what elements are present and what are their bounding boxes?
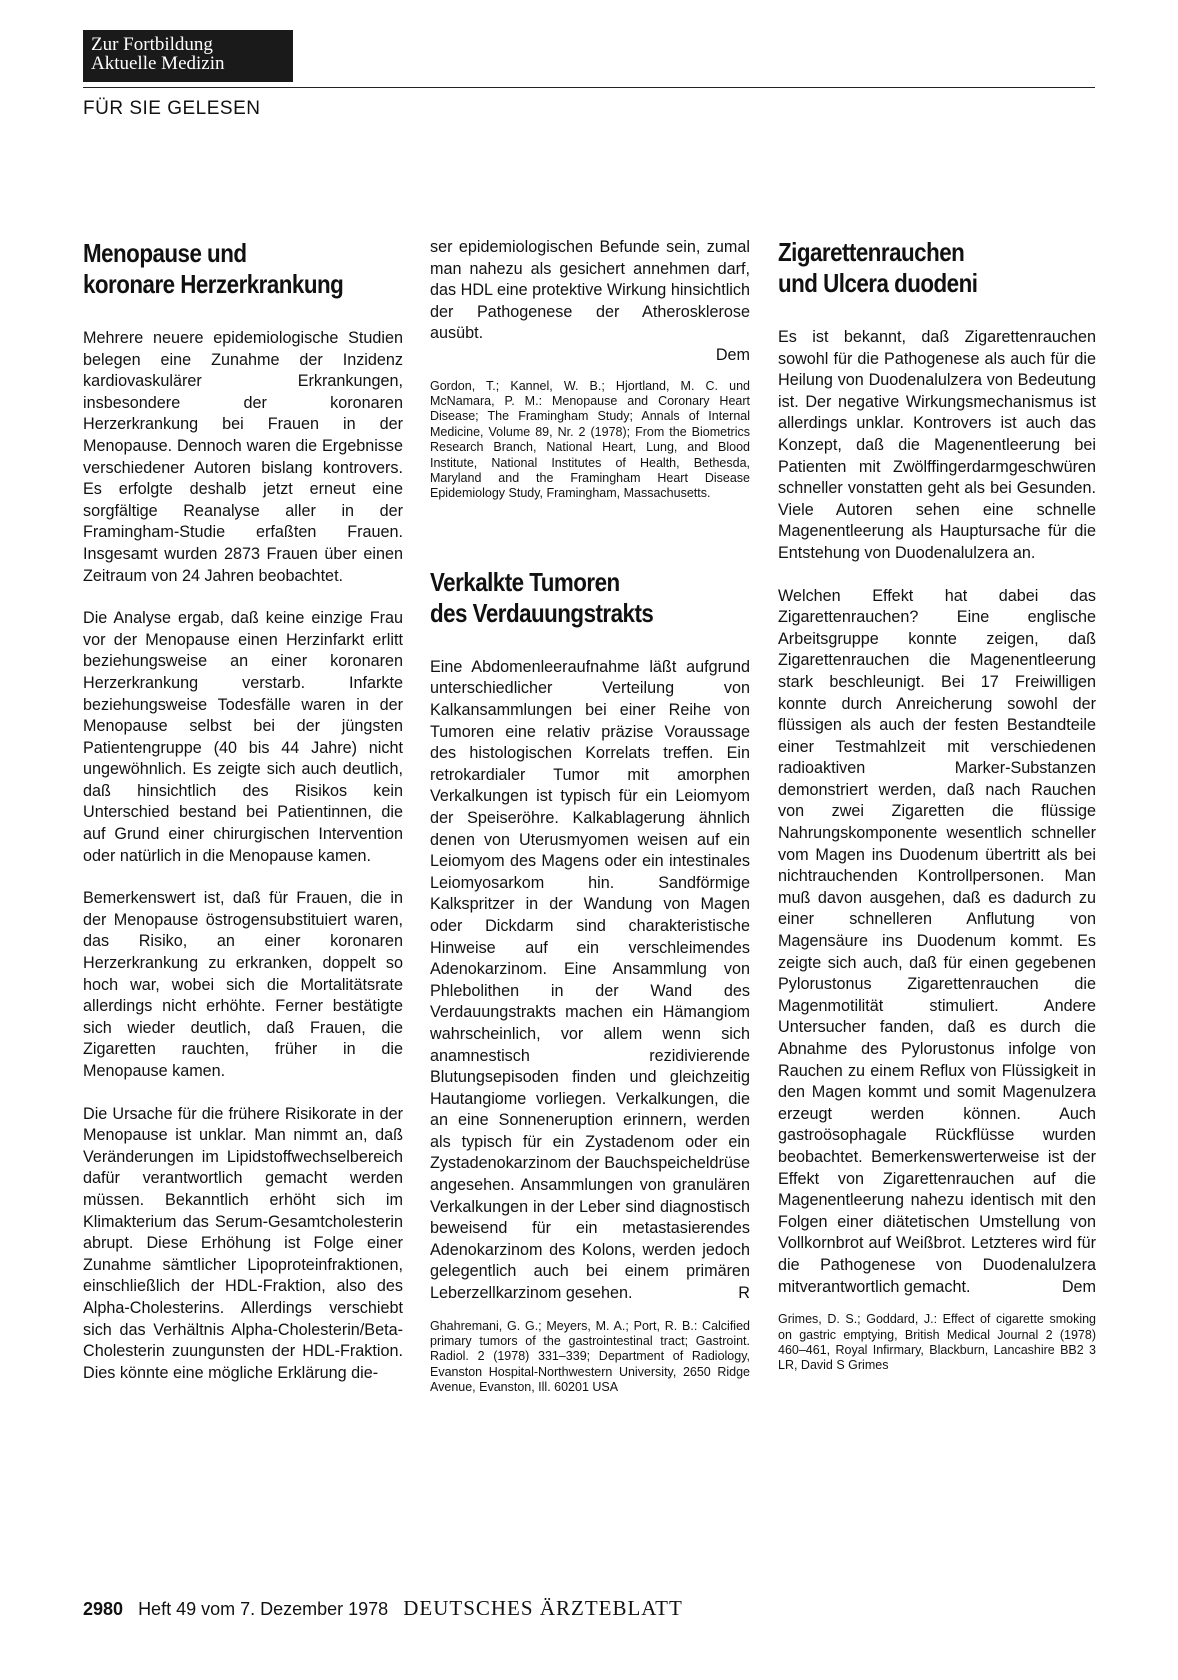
column-2 bbox=[430, 237, 750, 1417]
article-3-paragraph-2: Welchen Effekt hat dabei das Zigarettenrauchen? Eine englische Arbeitsgruppe konnte zeigen, daß Zigarettenrauchen die Magenentleerung stark beschleunigt. Bei 17 Freiwilligen konnte durch Anreicherung sowohl der flüssigen als auch der festen Bestandteile einer Testmahlzeit mit verschiedenen radioaktiven Marker-Substanzen demonstriert werden, daß nach Rauchen von zwei Zigaretten die flüssige Nahrungskomponente wesentlich schneller vom Magen ins Duodenum übertritt als bei nichtrauchenden Kontrollpersonen. Man muß davon ausgehen, daß es dadurch zu einer schnelleren Anflutung von Magensäure ins Duodenum kommt. Es zeigte sich auch, daß für einen gegebenen Pylorustonus Zigarettenrauchen die Magenmotilität stimuliert. Andere Untersucher fanden, daß es durch die Abnahme des Pylorustonus infolge von Rauchen zu einem Reflux von Flüssigkeit in den Magen kommt und somit Magenulzera erzeugt werden können. Auch gastroösophagale Rückflüsse wurden beobachtet. Bemerkenswerterweise ist der Effekt von Zigarettenrauchen auf die Magenentleerung nahezu identisch mit den Folgen einer diätetischen Umstellung von Vollkornbrot auf Weißbrot. Letzteres wird für die Pathogenese von Duodenalulzera mitverantwortlich gemacht. bbox=[778, 586, 1096, 1296]
article-3-title-line-2: und Ulcera duodeni bbox=[778, 268, 978, 298]
page-number: 2980 bbox=[83, 1599, 124, 1619]
department-label bbox=[83, 30, 293, 82]
article-3-title-line-1: Zigarettenrauchen bbox=[778, 237, 965, 267]
article-1-signature: Dem bbox=[715, 345, 750, 364]
article-3-signature: Dem bbox=[1061, 1277, 1096, 1296]
article-1-paragraph-3: Bemerkenswert ist, daß für Frauen, die in der Menopause östrogensubstituiert waren, das Risiko, an einer koronaren Herzerkrankung zu erkranken, doppelt so hoch war, wobei sich die Mortalitätsrate allerdings nicht erhöhte. Ferner bestätigte sich wieder deutlich, daß Frauen, die Zigaretten rauchten, früher in die Menopause kamen. bbox=[83, 889, 403, 1080]
column-3 bbox=[778, 237, 1096, 1395]
article-2-title bbox=[430, 567, 749, 629]
section-label: FÜR SIE GELESEN bbox=[83, 98, 261, 119]
department-line-1: Zur Fortbildung bbox=[91, 34, 213, 55]
article-1-title-line-2: koronare Herzerkrankung bbox=[83, 269, 344, 299]
header-rule bbox=[83, 87, 1095, 88]
article-2-paragraph-1: Eine Abdomenleeraufnahme läßt aufgrund unterschiedlicher Verteilung von Kalkansammlungen bei einer Reihe von Tumoren eine relativ präzise Voraussage des histologischen Korrelats treffen. Ein retrokardialer Tumor mit amorphen Verkalkungen ist typisch für ein Leiomyom der Speiseröhre. Kalkablagerung ähnlich denen von Uterusmyomen weisen auf ein Leiomyom des Magens oder ein intestinales Leiomyosarkom hin. Sandförmige Kalkspritzer in der Wandung von Magen oder Dickdarm sind charakteristische Hinweise auf ein verschleimendes Adenokarzinom. Eine Ansammlung von Phlebolithen in der Wand des Verdauungstrakts machen ein Hämangiom wahrscheinlich, vor allem wenn sich anamnestisch rezidivierende Blutungsepisoden finden und gleichzeitig Hautangiome vorliegen. Verkalkungen, die an eine Sonneneruption erinnern, werden als typisch für ein Zystadenom oder ein Zystadenokarzinom der Bauchspeicheldrüse angesehen. Ansammlungen von granulären Verkalkungen in der Leber sind diagnostisch beweisend für ein metastasierendes Adenokarzinom des Kolons, werden jedoch gelegentlich auch bei einem primären Leberzellkarzinom gesehen. bbox=[430, 657, 750, 1303]
article-1-paragraph-4-end: ser epidemiologischen Befunde sein, zumal man nahezu als gesichert annehmen darf, das HDL eine protektive Wirkung hinsichtlich der Pathogenese der Atherosklerose ausübt. bbox=[430, 238, 750, 343]
article-3-paragraph-1: Es ist bekannt, daß Zigarettenrauchen sowohl für die Pathogenese als auch für die Heilung von Duodenalulzera von Bedeutung ist. Der negative Wirkungsmechanismus ist allerdings unklar. Kontrovers ist auch das Konzept, daß die Magenentleerung bei Patienten mit Zwölffingerdarmgeschwüren schneller vonstatten geht als bei Gesunden. Viele Autoren sehen eine schnelle Magenentleerung als Hauptursache für die Entstehung von Duodenalulzera an. bbox=[778, 328, 1096, 562]
article-1-paragraph-4-start: Die Ursache für die frühere Risikorate in der Menopause ist unklar. Man nimmt an, daß Veränderungen im Lipidstoffwechselbereich dafür verantwortlich gemacht werden müssen. Bekanntlich erhöht sich im Klimakterium das Serum-Gesamtcholesterin abrupt. Diese Erhöhung ist Folge einer Zunahme sämtlicher Lipoproteinfraktionen, einschließlich der HDL-Fraktion, also des Alpha-Cholesterins. Allerdings verschiebt sich das Verhältnis Alpha-Cholesterin/Beta-Cholesterin zuungunsten der HDL-Fraktion. Dies könnte eine mögliche Erklärung die- bbox=[83, 1104, 403, 1382]
article-1-paragraph-2: Die Analyse ergab, daß keine einzige Frau vor der Menopause einen Herzinfarkt erlitt beziehungsweise an einer koronaren Herzerkrankung verstarb. Infarkte beziehungsweise Todesfälle waren in der Menopause selbst bei der jüngsten Patientengruppe (40 bis 44 Jahre) nicht ungewöhnlich. Es zeigte sich auch deutlich, daß hinsichtlich des Risikos kein Unterschied bestand bei Patientinnen, die auf Grund einer chirurgischen Intervention oder natürlich in die Menopause kamen. bbox=[83, 609, 403, 865]
article-1-title bbox=[83, 238, 402, 300]
column-1 bbox=[83, 238, 403, 1384]
article-2-title-line-2: des Verdauungstrakts bbox=[430, 597, 654, 628]
issue-info: Heft 49 vom 7. Dezember 1978 bbox=[138, 1599, 389, 1619]
article-3-title bbox=[778, 237, 1095, 299]
article-2-reference: Ghahremani, G. G.; Meyers, M. A.; Port, R. B.: Calcified primary tumors of the gastrointestinal tract; Gastroint. Radiol. 2 (1978) 331–339; Department of Radiology, Evanston Hospital-Northwestern University, 2650 Ridge Avenue, Evanston, Ill. 60201 USA bbox=[430, 1318, 750, 1395]
page-footer bbox=[83, 1596, 683, 1621]
article-3-reference: Grimes, D. S.; Goddard, J.: Effect of cigarette smoking on gastric emptying, British Medical Journal 2 (1978) 460–461, Royal Infirmary, Blackburn, Lancashire BB2 3 LR, David S Grimes bbox=[778, 1312, 1096, 1373]
journal-name: DEUTSCHES ÄRZTEBLATT bbox=[403, 1596, 683, 1620]
article-2-signature: R bbox=[738, 1284, 750, 1303]
article-1-title-line-1: Menopause und bbox=[83, 238, 247, 268]
article-1-reference: Gordon, T.; Kannel, W. B.; Hjortland, M. C. und McNamara, P. M.: Menopause and Coronary Heart Disease; The Framingham Study; Annals of Internal Medicine, Volume 89, Nr. 2 (1978); From the Biometrics Research Branch, National Heart, Lung, and Blood Institute, National Institutes of Health, Bethesda, Maryland and the Framingham Heart Disease Epidemiology Study, Framingham, Massachusetts. bbox=[430, 378, 750, 501]
department-line-2: Aktuelle Medizin bbox=[91, 53, 225, 74]
article-1-paragraph-1: Mehrere neuere epidemiologische Studien belegen eine Zunahme der Inzidenz kardiovaskulärer Erkrankungen, insbesondere der koronaren Herzerkrankung bei Frauen in der Menopause. Dennoch waren die Ergebnisse verschiedener Autoren bislang kontrovers. Es erfolgte deshalb jetzt erneut eine sorgfältige Reanalyse aller in der Framingham-Studie erfaßten Frauen. Insgesamt wurden 2873 Frauen über einen Zeitraum von 24 Jahren beobachtet. bbox=[83, 329, 403, 585]
article-2-title-line-1: Verkalkte Tumoren bbox=[430, 566, 620, 597]
